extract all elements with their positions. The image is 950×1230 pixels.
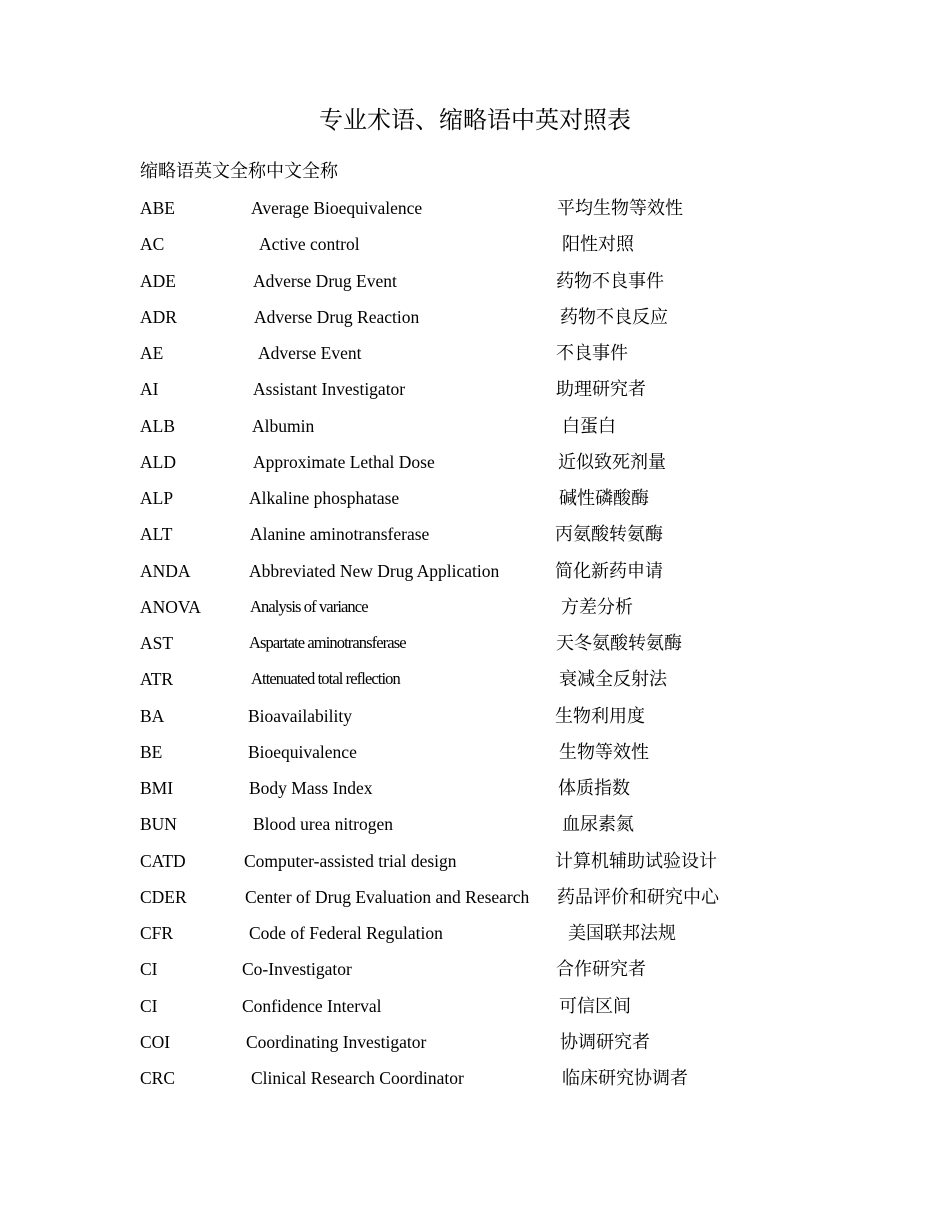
chinese-term: 方差分析 [561,596,633,617]
chinese-term: 可信区间 [559,995,631,1016]
english-term: Attenuated total reflection [251,669,400,689]
page-title: 专业术语、缩略语中英对照表 [319,108,631,134]
chinese-term: 平均生物等效性 [557,198,683,218]
glossary-row [0,703,950,739]
glossary-row [0,920,950,956]
english-term: Alanine aminotransferase [250,524,430,545]
chinese-term: 白蛋白 [562,415,616,436]
glossary-row [0,521,950,557]
chinese-term: 天冬氨酸转氨酶 [556,633,682,653]
english-term: Computer-assisted trial design [244,850,457,871]
chinese-term: 体质指数 [558,778,630,798]
abbreviation: BMI [140,778,174,798]
chinese-term: 协调研究者 [560,1031,650,1052]
chinese-term: 丙氨酸转氨酶 [555,524,663,545]
abbreviation: CRC [140,1068,176,1088]
english-term: Clinical Research Coordinator [251,1068,464,1088]
glossary-row [0,1065,950,1101]
chinese-term: 合作研究者 [556,959,646,980]
glossary-row [0,304,950,340]
english-term: Confidence Interval [242,995,382,1016]
english-term: Abbreviated New Drug Application [249,560,500,581]
glossary-row [0,630,950,666]
abbreviation: COI [140,1031,171,1052]
glossary-row [0,666,950,702]
english-term: Adverse Drug Reaction [254,306,420,327]
glossary-row [0,811,950,847]
abbreviation: ATR [140,669,174,690]
glossary-row [0,956,950,992]
column-header: 缩略语英文全称中文全称 [140,161,338,181]
english-term: Code of Federal Regulation [249,923,443,943]
abbreviation: ALT [140,524,173,545]
english-term: Aspartate aminotransferase [249,633,406,652]
english-term: Approximate Lethal Dose [253,451,435,472]
abbreviation: CATD [140,850,186,871]
english-term: Analysis of variance [250,596,368,616]
glossary-list [0,195,950,1101]
glossary-row [0,848,950,884]
chinese-term: 简化新药申请 [555,560,663,581]
english-term: Assistant Investigator [253,379,406,400]
chinese-term: 碱性磷酸酶 [559,488,649,508]
abbreviation: AI [140,379,159,400]
chinese-term: 临床研究协调者 [562,1068,688,1088]
english-term: Bioavailability [248,705,353,726]
glossary-row [0,884,950,920]
glossary-row [0,449,950,485]
english-term: Adverse Event [258,343,362,363]
abbreviation: CFR [140,923,174,943]
english-term: Albumin [252,415,315,436]
abbreviation: AST [140,633,174,653]
abbreviation: ADR [140,306,177,327]
english-term: Bioequivalence [248,741,357,762]
english-term: Coordinating Investigator [246,1031,427,1052]
glossary-row [0,485,950,521]
chinese-term: 生物等效性 [559,741,649,762]
english-term: Co-Investigator [242,959,352,980]
chinese-term: 助理研究者 [556,379,646,400]
abbreviation: ALP [140,488,174,508]
glossary-row [0,231,950,267]
chinese-term: 生物利用度 [555,705,645,726]
chinese-term: 不良事件 [556,343,628,363]
abbreviation: CI [140,995,158,1016]
english-term: Average Bioequivalence [251,198,423,218]
glossary-row [0,775,950,811]
glossary-row [0,376,950,412]
abbreviation: ALD [140,451,176,472]
english-term: Active control [259,234,360,255]
chinese-term: 计算机辅助试验设计 [555,850,717,871]
chinese-term: 阳性对照 [562,234,634,255]
glossary-row [0,558,950,594]
glossary-row [0,1029,950,1065]
glossary-row [0,413,950,449]
abbreviation: CI [140,959,158,980]
chinese-term: 美国联邦法规 [568,923,676,943]
chinese-term: 近似致死剂量 [558,451,666,472]
abbreviation: AC [140,234,165,255]
glossary-row [0,594,950,630]
abbreviation: BUN [140,814,177,835]
english-term: Center of Drug Evaluation and Research [245,886,530,907]
chinese-term: 药物不良事件 [556,270,664,291]
glossary-row [0,268,950,304]
abbreviation: ANDA [140,560,191,581]
abbreviation: ADE [140,270,176,291]
chinese-term: 药品评价和研究中心 [557,886,719,907]
abbreviation: ANOVA [140,596,201,617]
glossary-row [0,195,950,231]
abbreviation: CDER [140,886,187,907]
english-term: Adverse Drug Event [253,270,397,291]
glossary-row [0,993,950,1029]
chinese-term: 药物不良反应 [560,306,668,327]
english-term: Blood urea nitrogen [253,814,393,835]
english-term: Body Mass Index [249,778,373,798]
chinese-term: 衰减全反射法 [559,669,667,690]
abbreviation: ABE [140,198,175,218]
abbreviation: BE [140,741,163,762]
chinese-term: 血尿素氮 [562,814,634,835]
glossary-row [0,739,950,775]
english-term: Alkaline phosphatase [249,488,400,508]
abbreviation: ALB [140,415,175,436]
abbreviation: BA [140,705,165,726]
glossary-row [0,340,950,376]
abbreviation: AE [140,343,164,363]
